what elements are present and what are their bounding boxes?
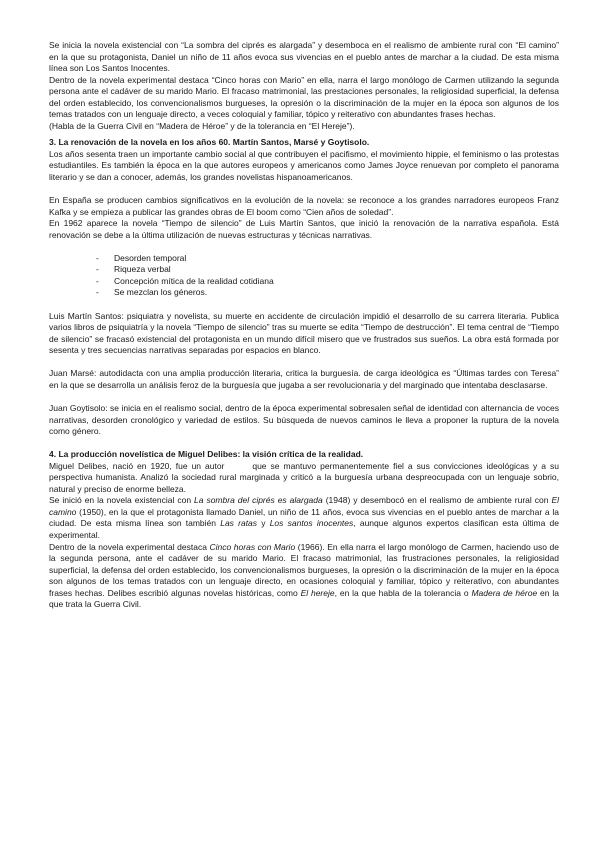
book-title: El hereje (300, 587, 335, 598)
paragraph-existential-novel: Se inicia la novela existencial con “La sombra del ciprés es alargada” y desemboca en el realismo de ambiente rural con “El camino” en la que su protagonista, Daniel un niño de 11 años evoca sus vivencias en el pueblo antes de marchar a la ciudad. De esta misma línea son Los Santos Inocentes. (49, 40, 559, 74)
paragraph-delibes-existential: Se inició en la novela existencial con La sombra del ciprés es alargada (1948) y desembocó en el realismo de ambiente rural con El camino (1950), en la que el protagonista llamado Daniel, un niño de 11 años, evoca sus vivencias en el pueblo antes de marchar a la ciudad. De esta misma línea son también Las ratas y Los santos inocentes, aunque algunos expertos clasifican esta última de experimental. (49, 495, 559, 540)
book-title: Madera de héroe (471, 587, 538, 598)
book-title: Cinco horas con Mario (209, 541, 296, 552)
section-heading-3: 3. La renovación de la novela en los años 60. Martín Santos, Marsé y Goytisolo. (49, 137, 370, 148)
list-item: - Concepción mítica de la realidad cotidiana (96, 276, 559, 288)
paragraph-martin-santos: Luis Martín Santos: psiquiatra y novelista, su muerte en accidente de circulación impidió el desarrollo de su carrera literaria. Publica varios libros de psiquiatría y la novela “Tiempo de silencio” tras su muerte se edita “Tiempo de destrucción”. El tema central de “Tiempo de silencio” se fracasó existencial del protagonista en un mundo difícil misero que ve frustrados sus sueños. La obra está formada por sesenta y tres secuencias narrativas separadas por espacios en blanco. (49, 310, 559, 356)
paragraph-civil-war-note: (Habla de la Guerra Civil en “Madera de Héroe” y de la tolerancia en “El Hereje”). (49, 120, 355, 131)
paragraph-marse: Juan Marsé: autodidacta con una amplia producción literaria, critica la burguesía. de carga ideológica es “Últimas tardes con Teresa” en la que se desarrolla un análisis feroz de la burguesía que jugaba a ser revolucionaria y del marginado que intentaba desclasarse. (49, 368, 559, 390)
paragraph-spain-changes: En España se producen cambios significativos en la evolución de la novela: se reconoce a los grandes narradores europeos Franz Kafka y se empieza a publicar las grandes obras de El boom como “Cien años de soledad”. (49, 195, 559, 217)
techniques-list (49, 253, 559, 299)
book-title: Las ratas (220, 518, 258, 529)
section-heading-4: 4. La producción novelística de Miguel Delibes: la visión crítica de la realidad. (49, 449, 364, 460)
paragraph-experimental-novel: Dentro de la novela experimental destaca “Cinco horas con Mario” en ella, narra el largo monólogo de Carmen utilizando la segunda persona ante el cadáver de su marido Mario. El fracaso matrimonial, las prestaciones personales, la religiosidad superficial, la defensa del orden establecido, los convencionalismos burgueses, la opresión o la discriminación de la mujer en la época son algunos de los temas tratados con un lenguaje directo, a veces coloquial y familiar, tópico y reiterativo con abundantes frases hechas. (49, 74, 559, 120)
list-item: - Se mezclan los géneros. (96, 287, 559, 299)
list-item: - Riqueza verbal (96, 264, 559, 276)
list-item: - Desorden temporal (96, 253, 559, 265)
document-page (49, 40, 562, 611)
book-title: La sombra del ciprés es alargada (194, 495, 323, 506)
book-title: Los santos inocentes (269, 518, 354, 529)
paragraph-tiempo-de-silencio: En 1962 aparece la novela “Tiempo de silencio” de Luis Martín Santos, que inició la renovación de la narrativa española. Está renovación se debe a la última utilización de nuevas estructuras y técnicas narrativas. (49, 218, 559, 240)
paragraph-delibes-experimental: Dentro de la novela experimental destaca Cinco horas con Mario (1966). En ella narra el largo monólogo de Carmen, haciendo uso de la segunda persona, ante el cadáver de su marido Mario. El fracaso matrimonial, las frustraciones personales, la religiosidad superficial, la defensa del orden establecido, los convencionalismos burgueses, la opresión o la discriminación de la mujer en la época son algunos de los temas tratados con un lenguaje directo, en ocasiones coloquial y familiar, tópico y reiterativo, con abundantes frases hechas. Delibes escribió algunas novelas históricas, como El hereje, en la que habla de la tolerancia o Madera de héroe en la que trata la Guerra Civil. (49, 541, 559, 610)
paragraph-delibes-intro: Miguel Delibes, nació en 1920, fue un autor que se mantuvo permanentemente fiel a sus convicciones ideológicas y a su perspectiva humanista. Analizó la sociedad rural marginada y criticó a la burguesía urbana despreocupada con un lenguaje sobrio, natural y preciso de enorme belleza. (49, 460, 562, 494)
book-title: El camino (49, 495, 559, 517)
paragraph-goytisolo: Juan Goytisolo: se inicia en el realismo social, dentro de la época experimental sobresalen señal de identidad con alternancia de voces narrativas, desorden cronológico y variedad de estilos. Su búsqueda de nuevos caminos le lleva a proponer la ruptura de la novela como género. (49, 402, 559, 437)
paragraph-sixties-context: Los años sesenta traen un importante cambio social al que contribuyen el pacifismo, el movimiento hippie, el feminismo o las protestas estudiantiles. Es también la época en la que autores europeos y americanos como James Joyce renuevan por completo el panorama literario y se dan a conocer, además, los grandes novelistas hispanoamericanos. (49, 148, 559, 183)
